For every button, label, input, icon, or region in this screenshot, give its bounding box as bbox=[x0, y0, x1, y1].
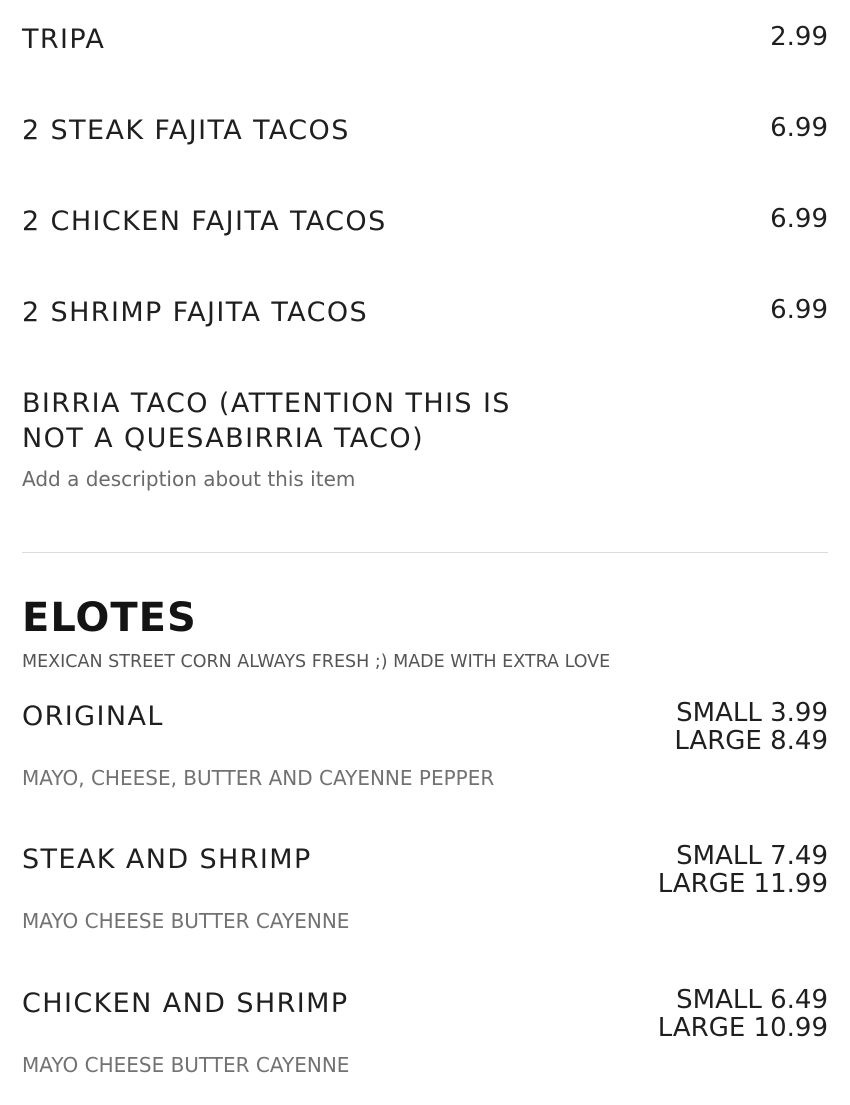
item-description: Add a description about this item bbox=[22, 467, 356, 491]
item-price-large: LARGE 8.49 bbox=[674, 726, 828, 756]
section-divider bbox=[22, 552, 828, 553]
item-description: MAYO CHEESE BUTTER CAYENNE bbox=[22, 1053, 350, 1077]
item-name: CHICKEN AND SHRIMP bbox=[22, 988, 349, 1019]
item-price: 6.99 bbox=[770, 204, 828, 234]
section-subtitle: MEXICAN STREET CORN ALWAYS FRESH ;) MADE WITH EXTRA LOVE bbox=[22, 652, 611, 672]
item-price-large: LARGE 11.99 bbox=[657, 869, 828, 899]
item-name: BIRRIA TACO (ATTENTION THIS IS NOT A QUESABIRRIA TACO) bbox=[22, 388, 511, 454]
item-price-small: SMALL 7.49 bbox=[676, 841, 828, 871]
item-name: 2 SHRIMP FAJITA TACOS bbox=[22, 297, 369, 328]
item-name: STEAK AND SHRIMP bbox=[22, 844, 312, 875]
item-description: MAYO CHEESE BUTTER CAYENNE bbox=[22, 909, 350, 933]
item-description: MAYO, CHEESE, BUTTER AND CAYENNE PEPPER bbox=[22, 766, 495, 790]
item-price: 6.99 bbox=[770, 113, 828, 143]
item-price-small: SMALL 6.49 bbox=[676, 985, 828, 1015]
item-name: ORIGINAL bbox=[22, 701, 164, 732]
section-title: ELOTES bbox=[22, 595, 197, 641]
item-name: TRIPA bbox=[22, 24, 106, 55]
item-name: 2 STEAK FAJITA TACOS bbox=[22, 115, 350, 146]
item-name: 2 CHICKEN FAJITA TACOS bbox=[22, 206, 387, 237]
item-price: 2.99 bbox=[770, 22, 828, 52]
item-price-large: LARGE 10.99 bbox=[657, 1013, 828, 1043]
item-price-small: SMALL 3.99 bbox=[676, 698, 828, 728]
item-price: 6.99 bbox=[770, 295, 828, 325]
